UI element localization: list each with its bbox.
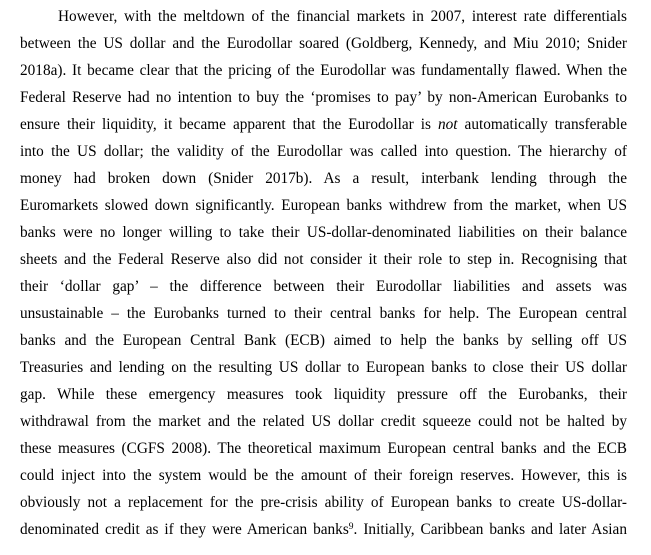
paragraph-line: banks and the European Central Bank (ECB) aimed to help the banks by selling off US (20, 332, 627, 349)
paragraph-line: unsustainable – the Eurobanks turned to their central banks for help. The European central (20, 305, 627, 322)
paragraph-line: could inject into the system would be the amount of their foreign reserves. However, this is (20, 467, 627, 484)
paragraph-line: their ‘dollar gap’ – the difference between their Eurodollar liabilities and assets was (20, 278, 627, 295)
line-text: automatically transferable (457, 116, 628, 133)
paragraph-line: gap. While these emergency measures took liquidity pressure off the Eurobanks, their (20, 386, 627, 403)
paragraph-line (20, 516, 627, 543)
line-text: ensure their liquidity, it became apparent that the Eurodollar is (20, 116, 438, 133)
paragraph-line: Federal Reserve had no intention to buy the ‘promises to pay’ by non-American Eurobanks to (20, 89, 627, 106)
line-text: denominated credit as if they were American banks (20, 521, 349, 538)
paragraph-line: between the US dollar and the Eurodollar soared (Goldberg, Kennedy, and Miu 2010; Snider (20, 35, 627, 52)
footnote-marker[interactable]: 9 (348, 522, 354, 532)
paragraph-line: money had broken down (Snider 2017b). As a result, interbank lending through the (20, 170, 627, 187)
paragraph-line: Euromarkets slowed down significantly. European banks withdrew from the market, when US (20, 197, 627, 214)
paragraph-line: obviously not a replacement for the pre-crisis ability of European banks to create US-dollar- (20, 494, 627, 511)
paragraph-line: sheets and the Federal Reserve also did not consider it their role to step in. Recognising that (20, 251, 627, 268)
paragraph-line: 2018a). It became clear that the pricing of the Eurodollar was fundamentally flawed. When the (20, 62, 627, 79)
paragraph-line: into the US dollar; the validity of the Eurodollar was called into question. The hierarchy of (20, 143, 627, 160)
paragraph-line (20, 111, 627, 138)
paragraph-line: banks were no longer willing to take their US-dollar-denominated liabilities on their balance (20, 224, 627, 241)
paragraph-line: However, with the meltdown of the financial markets in 2007, interest rate differentials (58, 8, 627, 25)
line-text: . Initially, Caribbean banks and later Asian (353, 521, 627, 538)
paragraph-line: Treasuries and lending on the resulting US dollar to European banks to close their US dollar (20, 359, 627, 376)
paragraph-line: withdrawal from the market and the related US dollar credit squeeze could not be halted by (20, 413, 627, 430)
emphasis-text: not (437, 116, 458, 133)
paragraph-line: these measures (CGFS 2008). The theoretical maximum European central banks and the ECB (20, 440, 627, 457)
